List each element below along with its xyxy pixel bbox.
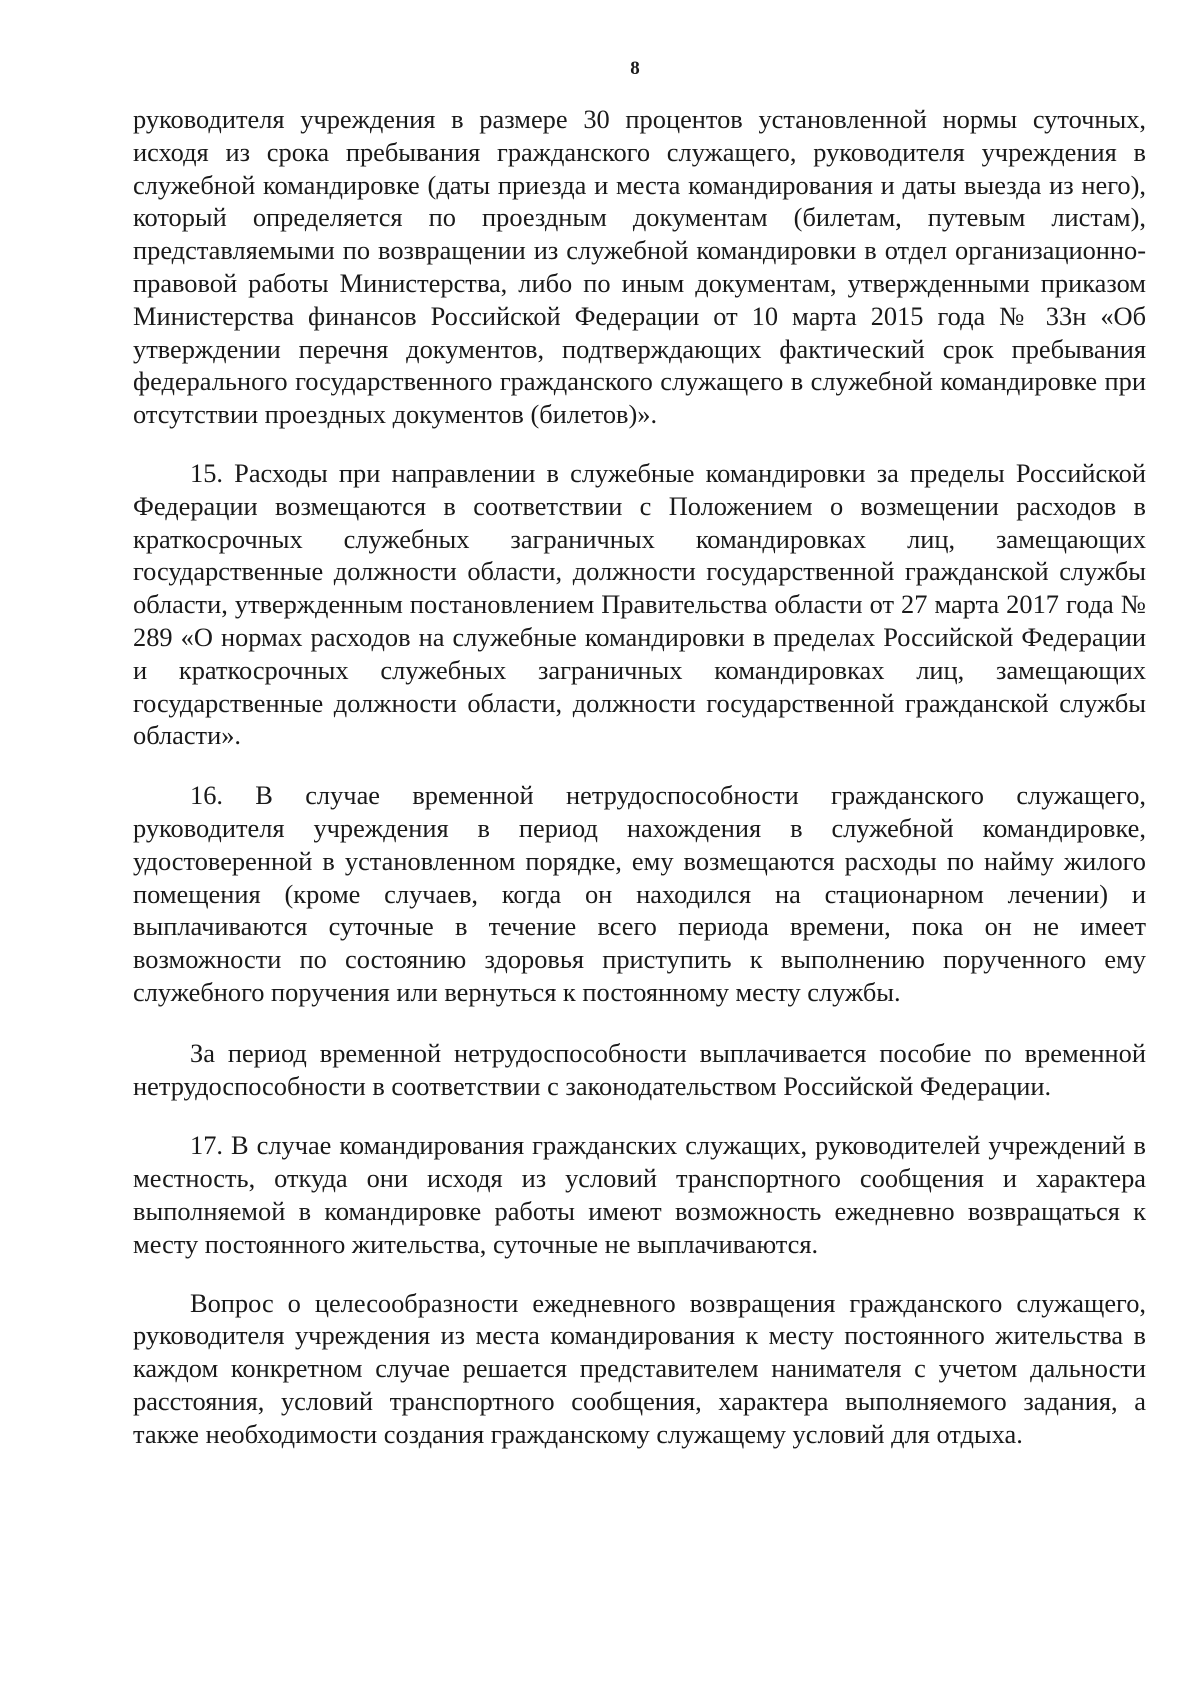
paragraph-continuation: руководителя учреждения в размере 30 процентов установленной нормы суточных, исходя из срока пребывания гражданского служащего, руководителя учреждения в служебной командировке (даты приезда и места командирования и даты выезда из него), который определяется по проездным документам (билетам, путевым листам), представляемыми по возвращении из служебной командировки в отдел организационно-правовой работы Министерства, либо по иным документам, утвержденными приказом Министерства финансов Российской Федерации от 10 марта 2015 года № 33н «Об утверждении перечня документов, подтверждающих фактический срок пребывания федерального государственного гражданского служащего в служебной командировке при отсутствии проездных документов (билетов)». (133, 104, 1146, 430)
paragraph-item-15: 15. Расходы при направлении в служебные командировки за пределы Российской Федерации возмещаются в соответствии с Положением о возмещении расходов в краткосрочных служебных заграничных командировках лиц, замещающих государственные должности области, должности государственной гражданской службы области, утвержденным постановлением Правительства области от 27 марта 2017 года № 289 «О нормах расходов на служебные командировки в пределах Российской Федерации и краткосрочных служебных заграничных командировках лиц, замещающих государственные должности области, должности государственной гражданской службы области». (133, 457, 1146, 751)
page-number: 8 (630, 58, 640, 79)
paragraph-item-16-benefit: За период временной нетрудоспособности выплачивается пособие по временной нетрудоспособности в соответствии с законодательством Российской Федерации. (133, 1037, 1146, 1101)
document-body (133, 103, 1146, 1450)
paragraph-item-16: 16. В случае временной нетрудоспособности гражданского служащего, руководителя учреждения в период нахождения в служебной командировке, удостоверенной в установленном порядке, ему возмещаются расходы по найму жилого помещения (кроме случаев, когда он находился на стационарном лечении) и выплачиваются суточные в течение всего периода времени, пока он не имеет возможности по состоянию здоровья приступить к выполнению порученного ему служебного поручения или вернуться к постоянному месту службы. (133, 780, 1146, 1007)
paragraph-item-17: 17. В случае командирования гражданских служащих, руководителей учреждений в местность, откуда они исходя из условий транспортного сообщения и характера выполняемой в командировке работы имеют возможность ежедневно возвращаться к месту постоянного жительства, суточные не выплачиваются. (133, 1130, 1146, 1259)
paragraph-item-17-daily-return: Вопрос о целесообразности ежедневного возвращения гражданского служащего, руководителя учреждения из места командирования к месту постоянного жительства в каждом конкретном случае решается представителем нанимателя с учетом дальности расстояния, условий транспортного сообщения, характера выполняемого задания, а также необходимости создания гражданскому служащему условий для отдыха. (133, 1287, 1146, 1449)
